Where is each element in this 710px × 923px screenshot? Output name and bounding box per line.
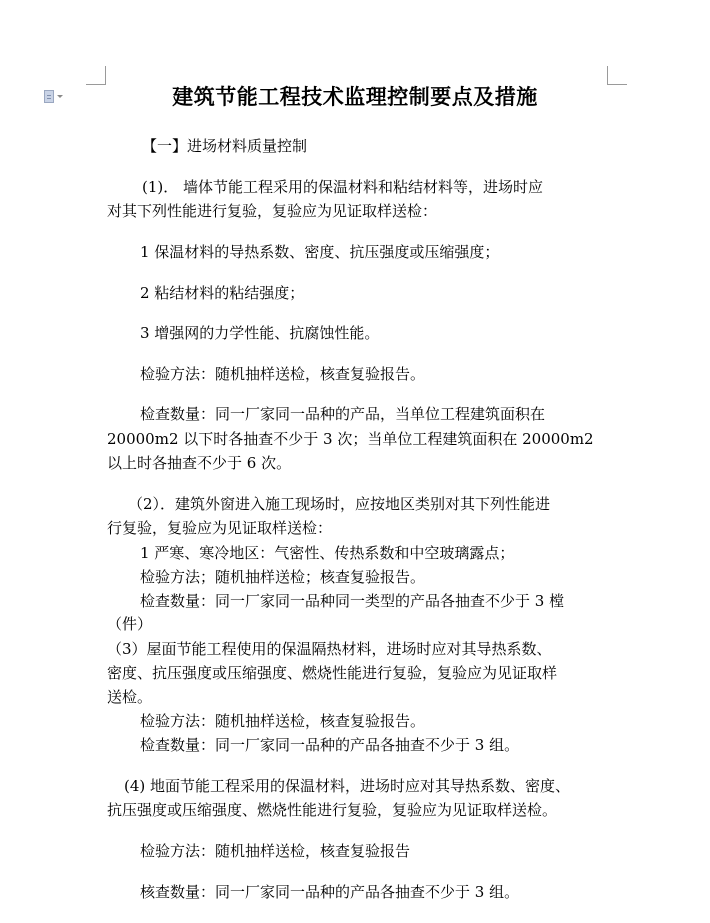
paragraph-line: 对其下列性能进行复验，复验应为见证取样送检： <box>107 202 438 220</box>
list-item: 1 严寒、寒冷地区：气密性、传热系数和中空玻璃露点； <box>140 544 515 562</box>
paragraph-line: （3）屋面节能工程使用的保温隔热材料，进场时应对其导热系数、 <box>107 640 552 658</box>
paragraph-line: （件） <box>107 615 153 633</box>
document-title: 建筑节能工程技术监理控制要点及措施 <box>172 84 538 109</box>
paragraph-line: (4) 地面节能工程采用的保温材料，进场时应对其导热系数、密度、 <box>124 777 571 795</box>
paragraph-line: 检查数量：同一厂家同一品种的产品各抽查不少于 3 组。 <box>140 736 520 754</box>
paragraph-line: 核查数量：同一厂家同一品种的产品各抽查不少于 3 组。 <box>140 883 520 901</box>
paragraph-line: 20000m2 以下时各抽查不少于 3 次；当单位工程建筑面积在 20000m2 <box>107 430 594 448</box>
list-item: 2 粘结材料的粘结强度； <box>140 284 305 302</box>
paragraph-line: 检验方法：随机抽样送检，核查复验报告。 <box>140 365 426 383</box>
list-item: 3 增强网的力学性能、抗腐蚀性能。 <box>140 324 380 342</box>
paragraph-line: （2）．建筑外窗进入施工现场时，应按地区类别对其下列性能进 <box>128 495 551 513</box>
paragraph-line: 检验方法：随机抽样送检，核查复验报告。 <box>140 712 426 730</box>
paragraph-line: 检查数量：同一厂家同一品种同一类型的产品各抽查不少于 3 樘 <box>140 592 565 610</box>
paragraph-line: (1)． 墙体节能工程采用的保温材料和粘结材料等，进场时应 <box>142 178 544 196</box>
paragraph-line: 行复验，复验应为见证取样送检： <box>107 519 333 537</box>
paragraph-line: 抗压强度或压缩强度、燃烧性能进行复验，复验应为见证取样送检。 <box>107 801 558 819</box>
paragraph-line: 检验方法；随机抽样送检；核查复验报告。 <box>140 568 426 586</box>
list-item: 1 保温材料的导热系数、密度、抗压强度或压缩强度； <box>140 243 500 261</box>
paragraph-line: 检查数量：同一厂家同一品种的产品，当单位工程建筑面积在 <box>140 405 546 423</box>
paragraph-line: 检验方法：随机抽样送检，核查复验报告 <box>140 842 411 860</box>
paragraph-line: 密度、抗压强度或压缩强度、燃烧性能进行复验，复验应为见证取样 <box>107 664 558 682</box>
section-heading: 【一】进场材料质量控制 <box>142 137 308 155</box>
paragraph-line: 以上时各抽查不少于 6 次。 <box>107 454 292 472</box>
paragraph-line: 送检。 <box>107 688 153 706</box>
